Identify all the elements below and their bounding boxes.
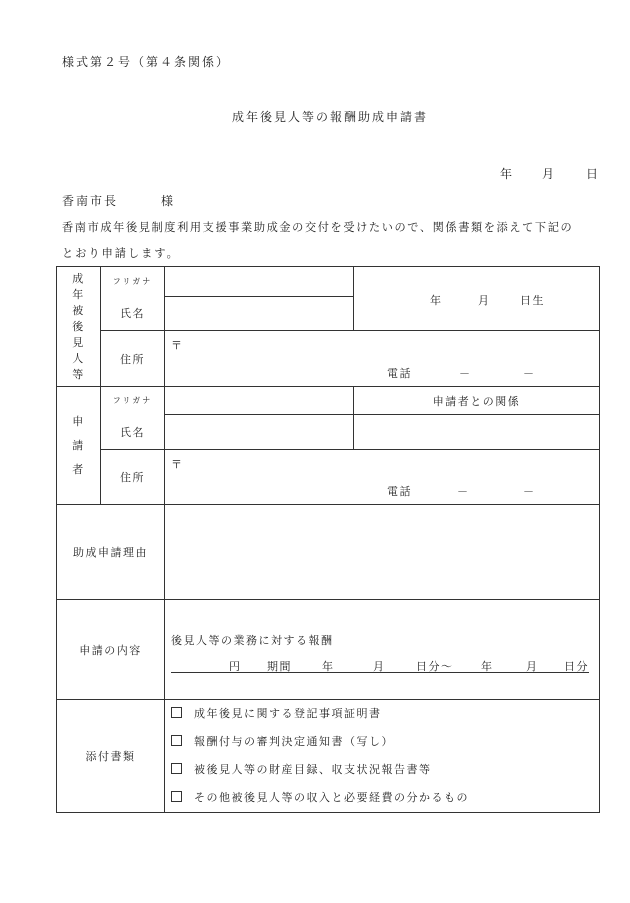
ward-furigana-field[interactable] <box>165 267 354 297</box>
reason-label: 助成申請理由 <box>57 505 165 600</box>
applicant-furigana-field[interactable] <box>165 387 354 415</box>
attachment-item[interactable] <box>165 700 599 728</box>
form-number: 様式第２号（第４条関係） <box>62 55 231 69</box>
ward-label-char: 成 <box>72 271 85 285</box>
applicant-relation-field[interactable] <box>354 415 600 450</box>
applicant-postal-mark: 〒 <box>171 458 184 471</box>
date-year: 年 <box>500 167 513 181</box>
addressee: 香南市長 <box>62 194 119 208</box>
applicant-name-label: 氏名 <box>101 415 165 450</box>
applicant-phone-label: 電話 <box>387 485 412 498</box>
intro-line-2: とおり申請します。 <box>62 247 180 260</box>
applicant-group-label <box>57 387 101 505</box>
ward-label-char: 人 <box>72 351 85 365</box>
applicant-label-char: 請 <box>72 438 85 452</box>
ward-furigana-label: フリガナ <box>101 267 165 297</box>
content-line-1: 後見人等の業務に対する報酬 <box>171 634 334 647</box>
ward-label-char: 被 <box>72 303 85 317</box>
ward-address-field[interactable] <box>165 331 600 387</box>
attachment-label: 成年後見に関する登記事項証明書 <box>194 707 382 720</box>
ward-postal-mark: 〒 <box>171 339 184 352</box>
applicant-name-field[interactable] <box>165 415 354 450</box>
checkbox-icon[interactable] <box>171 763 182 774</box>
attachments-list <box>165 700 600 813</box>
ward-label-char: 後 <box>72 319 85 333</box>
ward-name-label: 氏名 <box>101 297 165 331</box>
applicant-address-field[interactable] <box>165 450 600 505</box>
attachment-item[interactable] <box>165 784 599 812</box>
reason-field[interactable] <box>165 505 600 600</box>
applicant-label-char: 申 <box>72 414 85 428</box>
applicant-label-char: 者 <box>72 462 85 476</box>
date-month: 月 <box>542 167 555 181</box>
applicant-phone-dash-2: － <box>523 485 536 498</box>
ward-birth-day: 日生 <box>520 294 545 307</box>
ward-phone-label: 電話 <box>387 367 412 380</box>
applicant-relation-label: 申請者との関係 <box>354 387 600 415</box>
ward-label-char: 年 <box>72 287 85 301</box>
content-label: 申請の内容 <box>57 600 165 700</box>
application-form-table <box>56 266 600 813</box>
ward-address-label: 住所 <box>101 331 165 387</box>
attachment-label: 被後見人等の財産目録、収支状況報告書等 <box>194 763 432 776</box>
ward-phone-dash-1: － <box>459 367 472 380</box>
ward-group-label <box>57 267 101 387</box>
attachment-label: 報酬付与の審判決定通知書（写し） <box>194 735 394 748</box>
content-yen: 円 <box>229 660 242 673</box>
applicant-phone-dash-1: － <box>457 485 470 498</box>
content-period: 期間 <box>267 660 292 673</box>
ward-birth-month: 月 <box>478 294 491 307</box>
ward-birthdate-field[interactable] <box>354 267 600 331</box>
ward-phone-dash-2: － <box>523 367 536 380</box>
applicant-furigana-label: フリガナ <box>101 387 165 415</box>
checkbox-icon[interactable] <box>171 735 182 746</box>
attachment-item[interactable] <box>165 728 599 756</box>
checkbox-icon[interactable] <box>171 791 182 802</box>
content-day-2: 日分 <box>564 660 589 673</box>
intro-line-1: 香南市成年後見制度利用支援事業助成金の交付を受けたいので、関係書類を添えて下記の <box>62 221 574 234</box>
attachments-label: 添付書類 <box>57 700 165 813</box>
attachment-item[interactable] <box>165 756 599 784</box>
date-day: 日 <box>586 167 599 181</box>
ward-birth-year: 年 <box>430 294 443 307</box>
ward-label-char: 見 <box>72 335 85 349</box>
ward-name-field[interactable] <box>165 297 354 331</box>
content-month-1: 月 <box>373 660 386 673</box>
checkbox-icon[interactable] <box>171 707 182 718</box>
honorific: 様 <box>161 194 174 208</box>
attachment-label: その他被後見人等の収入と必要経費の分かるもの <box>194 791 469 804</box>
ward-label-char: 等 <box>72 367 85 381</box>
page-title: 成年後見人等の報酬助成申請書 <box>232 110 429 124</box>
content-day-1: 日分～ <box>416 660 454 673</box>
content-year-2: 年 <box>481 660 494 673</box>
applicant-address-label: 住所 <box>101 450 165 505</box>
content-month-2: 月 <box>526 660 539 673</box>
content-field[interactable] <box>165 600 600 700</box>
content-year-1: 年 <box>322 660 335 673</box>
